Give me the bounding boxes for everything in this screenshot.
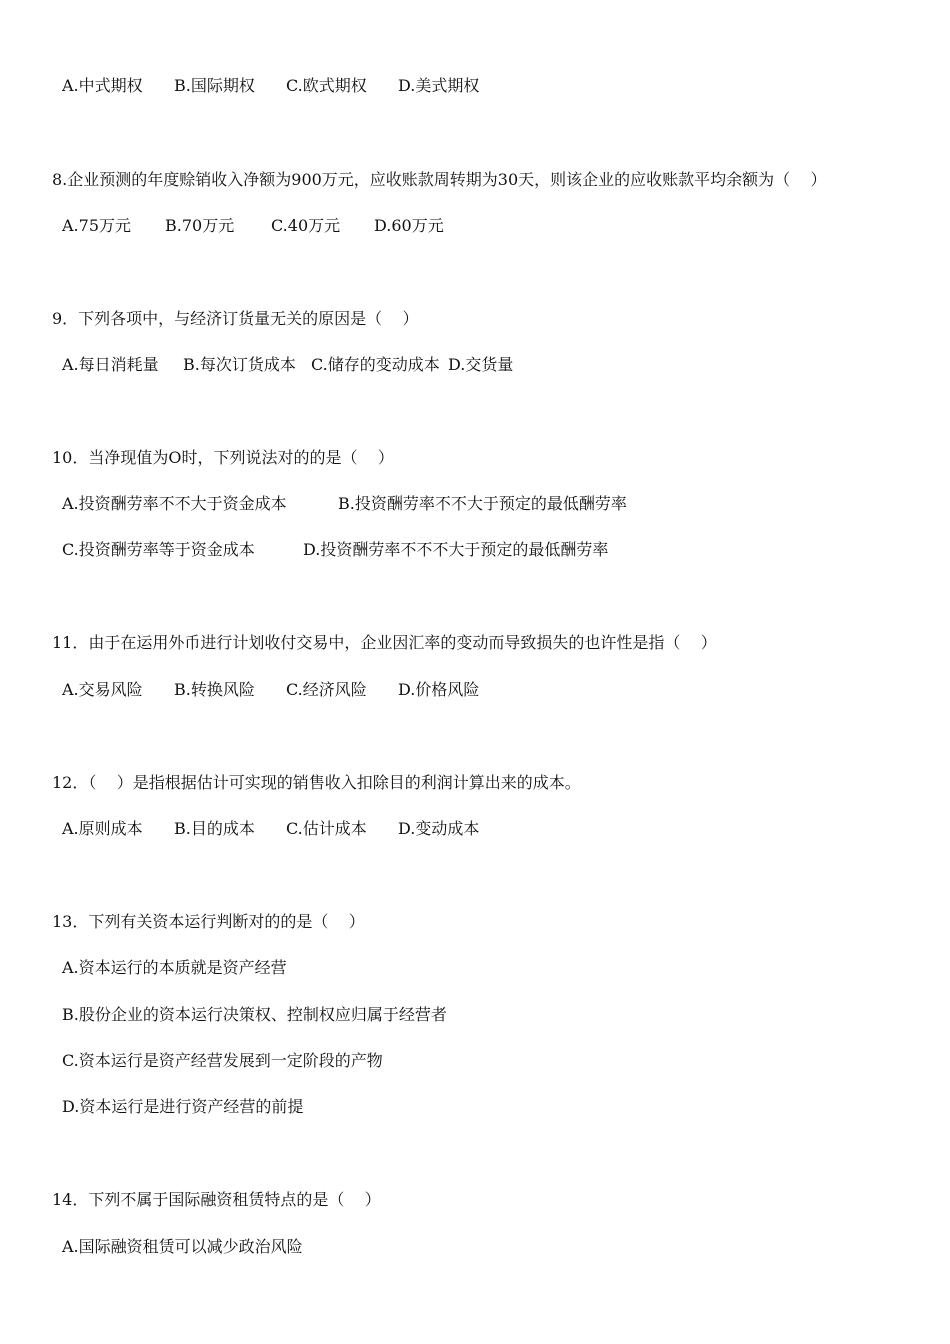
question-12-text: 12．（ ）是指根据估计可实现的销售收入扣除目的利润计算出来的成本。 <box>52 773 581 792</box>
option-d: D.变动成本 <box>398 819 480 838</box>
option-b: B.每次订货成本 <box>183 355 296 374</box>
options-row-prev <box>62 76 942 96</box>
options-row-q10-2 <box>62 540 942 560</box>
question-10-text: 10．当净现值为O时，下列说法对的的是（ ） <box>52 448 394 467</box>
option-a: A.每日消耗量 <box>62 355 159 374</box>
option-d: D.价格风险 <box>398 680 480 699</box>
option-b: B.股份企业的资本运行决策权、控制权应归属于经营者 <box>62 1005 447 1024</box>
option-d: D.资本运行是进行资产经营的前提 <box>62 1097 304 1116</box>
option-c: C.经济风险 <box>286 680 367 699</box>
option-a: A.投资酬劳率不不大于资金成本 <box>62 494 287 513</box>
question-8-text: 8.企业预测的年度赊销收入净额为900万元，应收账款周转期为30天，则该企业的应收账款平均余额为（ ） <box>52 170 827 189</box>
options-row-q9 <box>62 355 942 375</box>
option-a: A.资本运行的本质就是资产经营 <box>62 958 287 977</box>
question-9-text: 9．下列各项中，与经济订货量无关的原因是（ ） <box>52 309 419 328</box>
option-c: C.估计成本 <box>286 819 367 838</box>
option-b: B.投资酬劳率不不大于预定的最低酬劳率 <box>338 494 627 513</box>
option-b: B.转换风险 <box>174 680 255 699</box>
option-c: C.欧式期权 <box>286 76 367 95</box>
option-c: C.40万元 <box>271 216 341 235</box>
option-b: B.国际期权 <box>174 76 255 95</box>
option-a: A.交易风险 <box>62 680 143 699</box>
options-row-q12 <box>62 819 942 839</box>
question-11-text: 11．由于在运用外币进行计划收付交易中，企业因汇率的变动而导致损失的也许性是指（ ） <box>52 633 717 652</box>
question-13-text: 13．下列有关资本运行判断对的的是（ ） <box>52 912 365 931</box>
option-d: D.60万元 <box>374 216 444 235</box>
option-b: B.目的成本 <box>174 819 255 838</box>
options-row-q11 <box>62 680 942 700</box>
option-b: B.70万元 <box>165 216 235 235</box>
option-c: C.储存的变动成本 <box>311 355 440 374</box>
option-d: D.交货量 <box>448 355 514 374</box>
option-d: D.投资酬劳率不不不大于预定的最低酬劳率 <box>303 540 609 559</box>
option-c: C.投资酬劳率等于资金成本 <box>62 540 255 559</box>
option-a: A.75万元 <box>62 216 132 235</box>
option-a: A.中式期权 <box>62 76 143 95</box>
options-row-q8 <box>62 216 942 236</box>
options-row-q10-1 <box>62 494 942 514</box>
option-a: A.国际融资租赁可以减少政治风险 <box>62 1237 303 1256</box>
option-d: D.美式期权 <box>398 76 480 95</box>
question-14-text: 14．下列不属于国际融资租赁特点的是（ ） <box>52 1190 381 1209</box>
option-a: A.原则成本 <box>62 819 143 838</box>
option-c: C.资本运行是资产经营发展到一定阶段的产物 <box>62 1051 383 1070</box>
